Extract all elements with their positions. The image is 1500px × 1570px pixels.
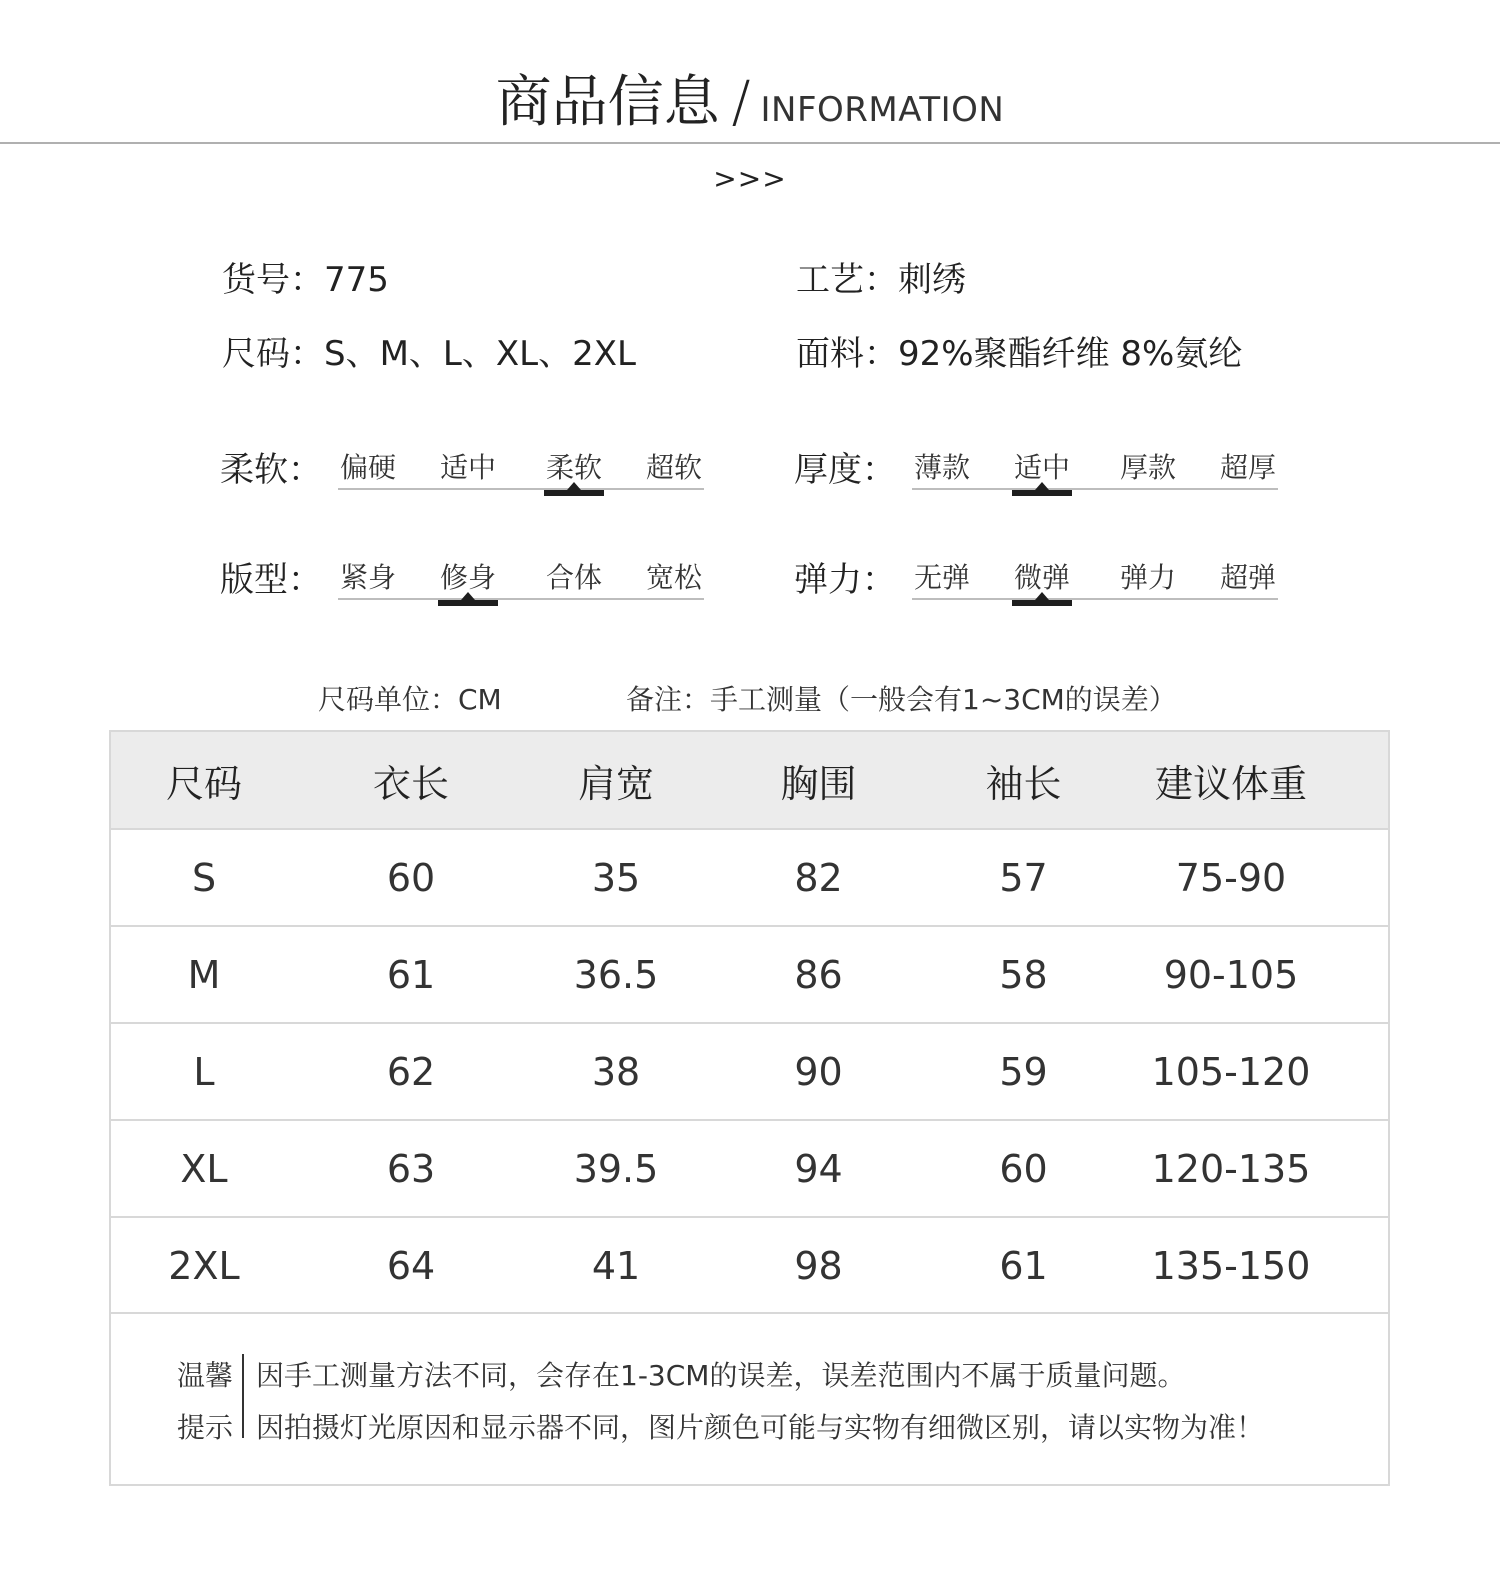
elasticity-option-3: 弹力 bbox=[1119, 561, 1176, 594]
cell-size: S bbox=[191, 855, 217, 900]
fit-track bbox=[338, 552, 704, 622]
softness-label: 柔软： bbox=[220, 450, 322, 490]
measurement-remark: 备注：手工测量（一般会有1~3CM的误差） bbox=[626, 683, 1177, 716]
fit-option-1: 紧身 bbox=[339, 561, 396, 594]
fit-label: 版型： bbox=[220, 560, 322, 600]
cell-size: L bbox=[193, 1049, 215, 1094]
cell-chest: 98 bbox=[794, 1243, 843, 1288]
table-row bbox=[111, 925, 1388, 1022]
elasticity-option-2: 微弹 bbox=[1012, 556, 1072, 596]
cell-shoulder: 41 bbox=[591, 1243, 641, 1288]
cell-weight: 105-120 bbox=[1151, 1049, 1311, 1094]
title-slash: / bbox=[731, 70, 751, 135]
softness-option-4: 超软 bbox=[645, 451, 702, 484]
cell-chest: 82 bbox=[794, 855, 843, 900]
cell-sleeve: 58 bbox=[999, 952, 1048, 997]
tip-line-2: 因拍摄灯光原因和显示器不同，图片颜色可能与实物有细微区别，请以实物为准！ bbox=[256, 1411, 1265, 1444]
cell-shoulder: 36.5 bbox=[573, 952, 659, 997]
arrows-decoration: >>> bbox=[713, 162, 787, 195]
fabric-info: 面料：92%聚酯纤维 8%氨纶 bbox=[796, 334, 1243, 374]
tips-side-label-top: 温馨 bbox=[177, 1359, 234, 1392]
table-row bbox=[111, 1022, 1388, 1119]
header-chest: 胸围 bbox=[780, 761, 857, 806]
fit-option-2: 修身 bbox=[438, 556, 498, 596]
elasticity-option-4: 超弹 bbox=[1219, 561, 1276, 594]
cell-weight: 75-90 bbox=[1175, 855, 1287, 900]
fit-scale bbox=[220, 552, 710, 622]
title-divider bbox=[0, 142, 1500, 144]
cell-size: XL bbox=[180, 1146, 228, 1191]
tip-line-1: 因手工测量方法不同，会存在1-3CM的误差，误差范围内不属于质量问题。 bbox=[256, 1359, 1186, 1392]
header-weight: 建议体重 bbox=[1154, 761, 1307, 806]
header-sleeve: 袖长 bbox=[985, 761, 1062, 806]
cell-weight: 135-150 bbox=[1151, 1243, 1311, 1288]
softness-track bbox=[338, 442, 704, 512]
cell-weight: 120-135 bbox=[1151, 1146, 1311, 1191]
thickness-scale bbox=[794, 442, 1284, 512]
cell-chest: 90 bbox=[794, 1049, 843, 1094]
size-unit-note: 尺码单位：CM bbox=[318, 683, 502, 716]
thickness-label: 厚度： bbox=[794, 450, 896, 490]
craft-info: 工艺：刺绣 bbox=[796, 260, 966, 300]
elasticity-track bbox=[912, 552, 1278, 622]
elasticity-line bbox=[912, 598, 1278, 600]
softness-scale bbox=[220, 442, 710, 512]
cell-chest: 86 bbox=[794, 952, 843, 997]
fit-option-3: 合体 bbox=[545, 561, 602, 594]
softness-option-3: 柔软 bbox=[544, 446, 604, 486]
cell-sleeve: 61 bbox=[999, 1243, 1048, 1288]
cell-chest: 94 bbox=[794, 1146, 843, 1191]
table-header bbox=[111, 732, 1388, 828]
size-table bbox=[109, 730, 1390, 1486]
item-number: 货号：775 bbox=[222, 260, 389, 300]
thickness-option-4: 超厚 bbox=[1219, 451, 1276, 484]
cell-size: M bbox=[187, 952, 221, 997]
tips-side-label-bottom: 提示 bbox=[177, 1411, 234, 1444]
table-row bbox=[111, 1216, 1388, 1313]
cell-length: 61 bbox=[386, 952, 436, 997]
header-shoulder: 肩宽 bbox=[577, 761, 654, 806]
softness-line bbox=[338, 488, 704, 490]
cell-shoulder: 39.5 bbox=[573, 1146, 659, 1191]
elasticity-option-1: 无弹 bbox=[913, 561, 970, 594]
title-english: INFORMATION bbox=[760, 90, 1005, 130]
thickness-option-1: 薄款 bbox=[913, 451, 970, 484]
thickness-track bbox=[912, 442, 1278, 512]
softness-option-1: 偏硬 bbox=[339, 451, 396, 484]
fit-option-4: 宽松 bbox=[645, 561, 702, 594]
cell-shoulder: 38 bbox=[591, 1049, 641, 1094]
header-size: 尺码 bbox=[165, 761, 242, 806]
cell-length: 64 bbox=[386, 1243, 436, 1288]
thickness-line bbox=[912, 488, 1278, 490]
header-length: 衣长 bbox=[372, 761, 449, 806]
sizes-info: 尺码：S、M、L、XL、2XL bbox=[222, 334, 636, 374]
tips-box bbox=[111, 1312, 1388, 1486]
table-row bbox=[111, 828, 1388, 925]
title-chinese: 商品信息 bbox=[495, 70, 720, 135]
page-title bbox=[0, 58, 1500, 138]
elasticity-scale bbox=[794, 552, 1284, 622]
thickness-option-3: 厚款 bbox=[1119, 451, 1176, 484]
softness-option-2: 适中 bbox=[439, 451, 496, 484]
cell-shoulder: 35 bbox=[591, 855, 641, 900]
elasticity-label: 弹力： bbox=[794, 560, 896, 600]
table-row bbox=[111, 1119, 1388, 1216]
fit-line bbox=[338, 598, 704, 600]
cell-sleeve: 60 bbox=[999, 1146, 1048, 1191]
thickness-option-2: 适中 bbox=[1012, 446, 1072, 486]
cell-size: 2XL bbox=[168, 1243, 240, 1288]
cell-length: 60 bbox=[386, 855, 436, 900]
cell-weight: 90-105 bbox=[1163, 952, 1299, 997]
tips-divider bbox=[242, 1354, 244, 1438]
cell-sleeve: 57 bbox=[999, 855, 1048, 900]
cell-length: 63 bbox=[386, 1146, 436, 1191]
cell-sleeve: 59 bbox=[999, 1049, 1048, 1094]
cell-length: 62 bbox=[386, 1049, 436, 1094]
